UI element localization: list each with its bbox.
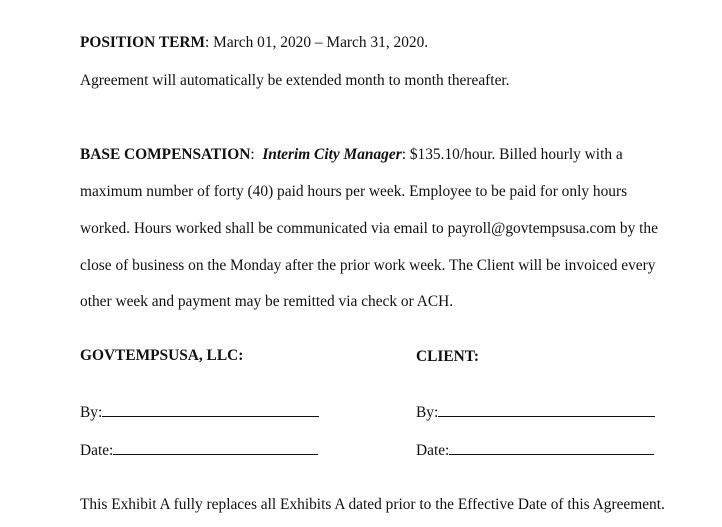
- left-date-label: Date:: [80, 442, 114, 459]
- right-date-line[interactable]: [449, 440, 654, 455]
- base-compensation-line-1: [80, 145, 623, 165]
- position-term-colon: :: [205, 34, 210, 51]
- left-date-field: [80, 440, 318, 461]
- base-compensation-label: BASE COMPENSATION: [80, 146, 251, 163]
- right-date-field: [416, 440, 654, 461]
- base-compensation-colon: :: [250, 146, 263, 163]
- left-date-line[interactable]: [113, 440, 318, 455]
- base-compensation-line-4: close of business on the Monday after the prior work week. The Client will be invoiced every: [80, 257, 656, 274]
- right-by-field: [416, 402, 655, 423]
- right-date-label: Date:: [416, 442, 450, 459]
- base-compensation-line-5: other week and payment may be remitted via check or ACH.: [80, 293, 454, 310]
- extension-note: Agreement will automatically be extended month to month thereafter.: [80, 72, 510, 89]
- right-party-heading: CLIENT:: [416, 348, 479, 365]
- role-title: Interim City Manager: [262, 146, 402, 163]
- base-compensation-line-2: maximum number of forty (40) paid hours per week. Employee to be paid for only hours: [80, 183, 628, 200]
- left-by-label: By:: [80, 404, 103, 421]
- left-by-signature-line[interactable]: [102, 402, 319, 417]
- base-compensation-line-3: worked. Hours worked shall be communicated via email to payroll@govtempsusa.com by the: [80, 220, 658, 237]
- footer-note: This Exhibit A fully replaces all Exhibits A dated prior to the Effective Date of this Agreement.: [80, 496, 665, 513]
- right-by-label: By:: [416, 404, 439, 421]
- rate-text: : $135.10/hour. Billed hourly with a: [401, 146, 623, 163]
- right-by-signature-line[interactable]: [438, 402, 655, 417]
- position-term-line: [80, 33, 428, 53]
- position-term-value: March 01, 2020 – March 31, 2020.: [209, 34, 429, 51]
- position-term-label: POSITION TERM: [80, 34, 206, 51]
- left-by-field: [80, 402, 319, 423]
- left-party-heading: GOVTEMPSUSA, LLC:: [80, 347, 244, 364]
